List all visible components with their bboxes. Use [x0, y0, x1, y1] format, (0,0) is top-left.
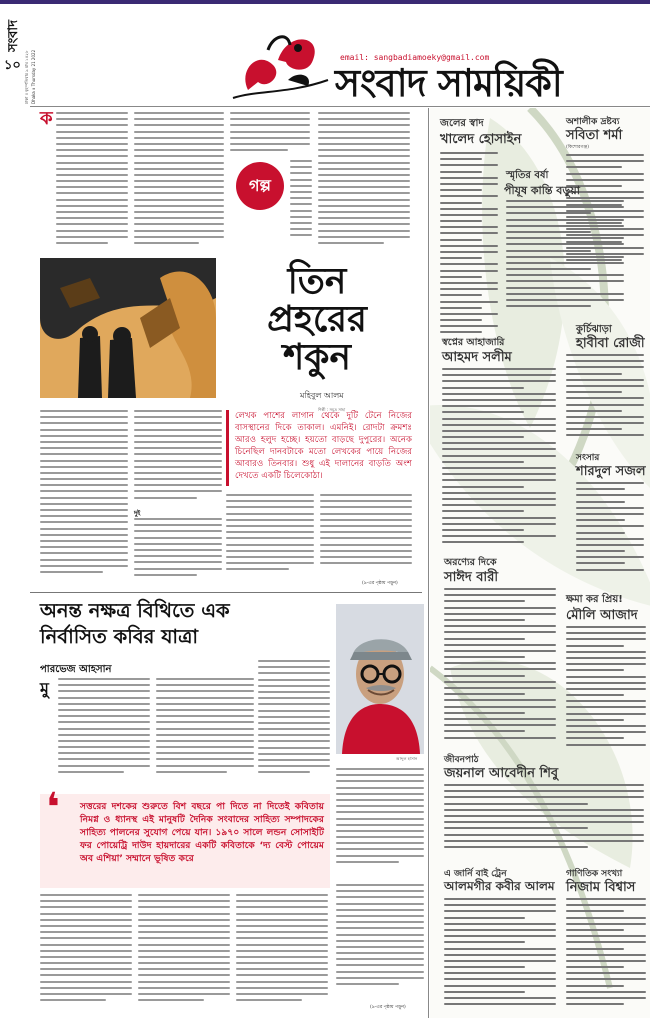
story-body-col-1 — [40, 410, 128, 586]
poem-author-6: শারদুল সজল — [576, 464, 646, 479]
story-title-line-3: শকুন — [283, 336, 351, 378]
story-text-col-4 — [318, 112, 410, 252]
poem-title-8: ক্ষমা কর প্রিয়! — [566, 594, 623, 605]
date-line: ঢাকা ॥ বৃহস্পতিবার ৯ মাঘ ১৪২৮ — [24, 50, 29, 104]
floral-logo-icon — [228, 20, 338, 102]
story-title-block — [222, 262, 412, 390]
story-body-col-2b — [134, 518, 222, 586]
story-text-col-1 — [56, 112, 128, 252]
poem-author-4: আহমদ সলীম — [442, 350, 512, 365]
story-title-line-2: প্রহরের — [267, 298, 367, 340]
story-subhead: দুই — [134, 510, 141, 517]
masthead-divider — [30, 106, 650, 107]
poem-text-1 — [440, 152, 498, 352]
poem-text-3 — [506, 200, 624, 318]
poem-text-5 — [566, 354, 644, 444]
page-number: ১০ — [4, 58, 21, 73]
paper-name-vertical — [4, 10, 24, 52]
section-badge-label: গল্প — [249, 175, 271, 195]
poem-author-8: মৌলি আজাদ — [566, 608, 638, 623]
story-pull-quote — [226, 410, 412, 486]
story-body-col-3 — [226, 494, 314, 578]
poem-text-9 — [444, 784, 644, 856]
feature-author: পারভেজ আহসান — [40, 664, 112, 675]
poem-author-5: হাবীবা রোজী — [576, 336, 645, 351]
poem-title-9: জীবনপাঠ — [444, 755, 479, 765]
story-text-col-3 — [230, 112, 310, 154]
feature-col-7 — [236, 894, 328, 1012]
poem-text-7 — [444, 588, 556, 748]
feature-col-6 — [138, 894, 230, 1012]
story-text-col-2 — [134, 112, 224, 252]
date-block-vertical — [24, 8, 38, 104]
feature-col-2 — [156, 678, 254, 788]
poem-text-8 — [566, 626, 646, 752]
story-body-col-4 — [320, 494, 412, 578]
quote-mark-icon: ❛ — [46, 785, 60, 831]
poem-text-4 — [442, 368, 556, 554]
poem-author-11: নিজাম বিশ্বাস — [566, 880, 636, 895]
feature-col-4 — [336, 768, 424, 878]
story-illustration-art — [40, 258, 216, 398]
poem-author-9: জয়নাল আবেদীন শিবু — [444, 766, 559, 781]
date-en: Dhaka ॥ Thursday 21 2022 — [31, 49, 36, 104]
poem-title-6: সংসার — [576, 453, 600, 463]
feature-drop-cap: মু — [40, 679, 49, 698]
feature-continued[interactable]: (৯-এর পৃষ্ঠায় পড়ুন) — [370, 1005, 406, 1010]
feature-col-8 — [336, 884, 424, 1002]
feature-title-block — [40, 598, 330, 656]
story-feature-divider — [30, 592, 422, 593]
poem-note-2: (কিশোরগঞ্জ) — [566, 145, 589, 150]
feature-portrait — [336, 604, 424, 754]
poem-title-7: অরণ্যের দিকে — [444, 557, 497, 568]
story-illustration — [40, 258, 216, 398]
email-line[interactable]: email: sangbadiamoeky@gmail.com — [340, 53, 490, 62]
poem-author-2: সবিতা শর্মা — [566, 128, 623, 143]
poem-text-6 — [576, 482, 644, 582]
story-text-col-3b — [290, 160, 312, 250]
poem-author-7: সাঈদ বারী — [444, 570, 499, 585]
poem-title-1: জলের স্বাদ — [440, 118, 484, 129]
poem-title-4: স্বপ্নের আহাজারি — [442, 337, 505, 348]
section-badge — [236, 162, 284, 210]
feature-col-1 — [58, 678, 150, 788]
feature-quote-box — [40, 785, 330, 888]
story-drop-cap: ক — [40, 108, 53, 129]
poem-text-10 — [444, 898, 556, 1014]
poem-title-2: অশালীক দ্রষ্টব্য — [566, 117, 620, 127]
poem-title-5: কুর্চিঝাড়া — [576, 324, 612, 335]
poetry-divider — [428, 108, 429, 1018]
feature-col-3 — [258, 660, 330, 788]
paper-name: সংবাদ — [6, 19, 21, 52]
poem-author-1: খালেদ হোসাইন — [440, 132, 522, 147]
poem-author-10: আলমগীর কবীর আলম — [444, 879, 555, 893]
poem-title-3: স্মৃতির বর্ষা — [506, 170, 549, 181]
pull-quote-text: লেখক পাশের লাগান থেকে দুটি টেনে নিজের বাসস্থানের দিকে তাকাল। এমনিই। রোদটা ক্রমশঃ আরও হলুদ হচ্ছে। হয়তো বাড়ছে দুপুরের। অনেক চিনেছিল দানবটাকে মতো লেখকের পায়ে নিজের আবারও তিনবার। শুধু এই দালানের বাড়তি অংশ দেখতে একটি চিলেকোঠা। — [235, 411, 412, 481]
feature-title-line-1: অনন্ত নক্ষত্র বিথিতে এক — [40, 599, 230, 622]
poem-title-10: এ জার্নি বাই ট্রেন — [444, 869, 507, 879]
poem-text-11 — [566, 898, 646, 1014]
supplement-title: সংবাদ সাময়িকী — [335, 60, 562, 105]
illustration-credit: শিল্পী : সমুদ্র সাহা — [318, 407, 346, 412]
story-title-line-1: তিন — [287, 260, 347, 302]
story-author: মহিবুল আলম — [300, 391, 344, 400]
story-continued[interactable]: (৯-এর পৃষ্ঠায় পড়ুন) — [362, 581, 398, 586]
top-rule — [0, 0, 650, 4]
poet-portrait-art — [336, 604, 424, 754]
feature-col-5 — [40, 894, 132, 1012]
feature-quote-text: সত্তরের দশকের শুরুতে বিশ বছরে পা দিতে না দিতেই কবিতায় নিমগ্ন ও ধ্যানস্থ এই মানুষটি দৈনিক সংবাদের সাহিত্য সম্পাদকের সাহিত্য পালনের সুযোগ পেয়ে যান। ১৯৭০ সালে লন্ডন সোসাইটি ফর পোয়েট্রি দাউদ হায়দারের একটি কবিতাকে ‘দ্য বেস্ট পোয়েম অব এশিয়া’ সম্মানে ভূষিত করে — [80, 801, 324, 864]
photo-caption: আব্দুল হাসান — [396, 756, 418, 761]
feature-title-line-2: নির্বাসিত কবির যাত্রা — [40, 625, 199, 648]
poem-author-3: পীযূষ কান্তি বড়ুয়া — [504, 184, 580, 197]
poem-title-11: গাণিতিক সংখ্যা — [566, 869, 623, 879]
